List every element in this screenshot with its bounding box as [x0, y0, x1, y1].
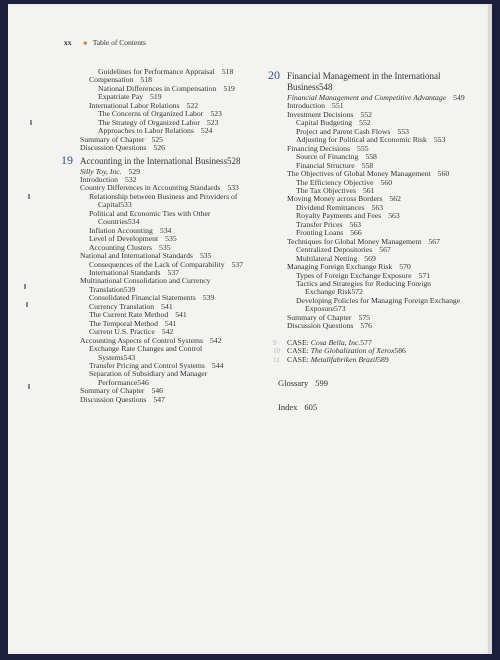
- entry-title: Level of Development: [89, 234, 159, 244]
- page-ref: 605: [304, 401, 318, 412]
- toc-right-column: [268, 68, 477, 412]
- entry-title: Political and Economic Ties with Other: [89, 208, 211, 218]
- page-ref: 525: [151, 134, 164, 144]
- entry-title: The Strategy of Organized Labor: [98, 117, 200, 127]
- page-ref: 571: [418, 270, 431, 280]
- entry-title: Discussion Questions: [80, 143, 147, 153]
- page-ref: 533: [227, 183, 239, 193]
- entry-title: National and International Standards: [80, 251, 193, 261]
- entry-title: Relationship between Business and Providers of: [89, 191, 238, 201]
- entry-title: Financial Structure: [296, 160, 355, 170]
- entry-title: Introduction: [287, 101, 326, 111]
- entry-title: Types of Foreign Exchange Exposure: [296, 270, 412, 280]
- page-ref: 566: [350, 228, 362, 238]
- edge-mark: [26, 302, 28, 307]
- page-ref: 539: [202, 293, 215, 303]
- page-ref: 589: [377, 354, 389, 364]
- entry-title: Current U.S. Practice: [89, 327, 155, 337]
- chapter-title-cont: Business: [287, 82, 320, 92]
- entry-title: Inflation Accounting: [89, 225, 153, 235]
- entry-title: International Labor Relations: [89, 100, 180, 110]
- entry-title: Investment Decisions: [287, 109, 354, 119]
- page-ref: 560: [380, 177, 393, 187]
- entry-title-cont: Exposure: [305, 304, 335, 314]
- page-ref: 553: [433, 135, 446, 145]
- page-ref: 541: [161, 301, 173, 311]
- entry-title: The Efficiency Objective: [296, 177, 374, 187]
- page-ref: 537: [167, 267, 180, 277]
- page-ref: 522: [186, 100, 199, 110]
- page-ref: 523: [206, 117, 219, 127]
- page-ref: 599: [315, 378, 328, 389]
- page-ref: 529: [128, 166, 141, 176]
- case-prefix: CASE:: [287, 354, 311, 364]
- edge-mark: [28, 384, 30, 389]
- entry-title-cont: Countries: [98, 217, 128, 227]
- chapter-title: Accounting in the International Business: [80, 155, 227, 166]
- edge-mark: [28, 194, 30, 199]
- case-prefix: CASE:: [287, 337, 311, 347]
- chapter-heading[interactable]: [268, 68, 477, 82]
- entry-title: Exchange Rate Changes and Control: [89, 344, 203, 354]
- entry-title: National Differences in Compensation: [98, 83, 217, 93]
- page-ref: 549: [453, 93, 465, 102]
- page-ref: 573: [334, 304, 346, 314]
- page-ref: 563: [388, 211, 400, 221]
- entry-title: Tactics and Strategies for Reducing Foreign: [296, 278, 432, 288]
- page-ref: 563: [371, 202, 384, 212]
- entry-title: Summary of Chapter: [80, 386, 145, 396]
- page-ref: 518: [140, 75, 152, 85]
- page-ref: 518: [221, 67, 234, 76]
- page-ref: 570: [399, 262, 411, 272]
- page-ref: 526: [153, 143, 165, 153]
- page-ref: 553: [397, 126, 409, 136]
- chapter-number: 19: [61, 152, 73, 167]
- entry-title: Multinational Consolidation and Currency: [80, 276, 211, 286]
- entry-title: Source of Financing: [296, 152, 359, 162]
- entry-title: Consolidated Financial Statements: [89, 293, 196, 303]
- entry-title: Financing Decisions: [287, 143, 350, 153]
- entry-title: Expatriate Pay: [98, 92, 144, 102]
- entry-title: Compensation: [89, 75, 134, 85]
- page-ref: 523: [210, 109, 222, 119]
- page-ref: 546: [137, 377, 149, 387]
- page-ref: 558: [365, 152, 377, 162]
- entry-title: Dividend Remittances: [296, 202, 365, 212]
- page-ref: 537: [231, 259, 244, 269]
- entry-title: The Objectives of Global Money Management: [287, 169, 431, 179]
- entry-title: Guidelines for Performance Appraisal: [98, 67, 215, 76]
- entry-title: Discussion Questions: [80, 394, 147, 404]
- chapter-heading[interactable]: [61, 152, 280, 167]
- page-ref: 535: [159, 242, 171, 252]
- entry-title: Royalty Payments and Fees: [296, 211, 382, 221]
- page-ref: 560: [437, 169, 450, 179]
- page-ref: 572: [351, 287, 363, 297]
- page-ref: 542: [161, 327, 174, 337]
- entry-title: Financial Management and Competitive Advantage: [287, 93, 447, 102]
- page-ref: 567: [428, 236, 440, 246]
- entry-title: Transfer Pricing and Control Systems: [89, 360, 205, 370]
- entry-title: The Temporal Method: [89, 318, 158, 328]
- entry-title: The Current Rate Method: [89, 310, 169, 320]
- page-ref: 541: [164, 318, 177, 328]
- edge-mark: [24, 284, 26, 289]
- entry-title: Techniques for Global Money Management: [287, 236, 422, 246]
- page-ref: 539: [123, 284, 136, 294]
- entry-title: Adjusting for Political and Economic Risk: [296, 135, 427, 145]
- back-matter-title: Index: [278, 401, 298, 412]
- page-ref: 558: [361, 160, 374, 170]
- page-ref: 552: [359, 118, 371, 128]
- toc-entry[interactable]: [80, 396, 280, 404]
- entry-title: Summary of Chapter: [287, 312, 352, 322]
- page-ref: 543: [123, 352, 136, 362]
- entry-title-cont: Capital: [98, 200, 121, 210]
- page-ref: 551: [332, 101, 344, 111]
- entry-title: Silly Toy, Inc.: [80, 166, 122, 176]
- entry-title: Centralized Depositories: [296, 245, 373, 255]
- page-ref: 563: [349, 219, 362, 229]
- toc-entry[interactable]: [287, 322, 477, 330]
- page-ref: 567: [379, 245, 391, 255]
- page-ref: 532: [125, 174, 137, 184]
- page-ref: 577: [360, 337, 372, 347]
- case-title: Cosa Bella, Inc.: [310, 337, 361, 347]
- case-entry[interactable]: [273, 354, 477, 364]
- entry-title: Developing Policies for Managing Foreign Exchange: [296, 295, 461, 305]
- spacer: [287, 388, 477, 403]
- page-ref: 555: [357, 143, 369, 153]
- page-header: [64, 38, 146, 47]
- chapter-title: Financial Management in the International: [287, 71, 441, 81]
- page-ref: 519: [150, 92, 162, 102]
- entry-title: Multilateral Netting: [296, 253, 358, 263]
- entry-title: The Concerns of Organized Labor: [98, 109, 204, 119]
- entry-title: Accounting Aspects of Control Systems: [80, 335, 203, 345]
- page-ref: 552: [360, 109, 372, 119]
- page-edge: [488, 4, 492, 654]
- toc-entry[interactable]: [80, 144, 280, 152]
- entry-title: Capital Budgeting: [296, 118, 353, 128]
- entry-title: Country Differences in Accounting Standards: [80, 183, 221, 193]
- entry-title: Fronting Loans: [296, 228, 344, 238]
- page-ref: 541: [175, 310, 187, 320]
- page-ref: 535: [165, 234, 177, 244]
- page-ref: 535: [199, 251, 212, 261]
- page-ref: 562: [389, 194, 401, 204]
- back-matter-entry[interactable]: [278, 403, 477, 411]
- entry-title-cont: Performance: [98, 377, 138, 387]
- page-number: xx: [64, 38, 72, 47]
- entry-title: Project and Parent Cash Flows: [296, 126, 391, 136]
- book-page: [8, 4, 492, 654]
- entry-title-cont: Translation: [89, 284, 124, 294]
- page-ref: 569: [364, 253, 376, 263]
- entry-title: Separation of Subsidiary and Manager: [89, 369, 208, 379]
- back-matter-entry[interactable]: [278, 379, 477, 387]
- case-number: 9: [273, 338, 277, 347]
- page-ref: 533: [120, 200, 132, 210]
- case-prefix: CASE:: [287, 346, 311, 356]
- edge-mark: [30, 120, 32, 125]
- entry-title: The Tax Objectives: [296, 185, 356, 195]
- page-ref: 547: [153, 394, 165, 404]
- back-matter-title: Glossary: [278, 378, 309, 389]
- entry-title: Approaches to Labor Relations: [98, 126, 194, 136]
- page-ref: 542: [210, 335, 222, 345]
- entry-title-cont: Systems: [98, 352, 124, 362]
- page-ref: 561: [362, 185, 375, 195]
- entry-title: Discussion Questions: [287, 321, 354, 331]
- page-ref: 534: [127, 217, 140, 227]
- page-ref: 528: [226, 155, 241, 166]
- case-title: Metallfabriken Brazil: [310, 354, 378, 364]
- page-ref: 576: [360, 321, 372, 331]
- entry-title: Summary of Chapter: [80, 134, 145, 144]
- page-ref: 546: [151, 386, 164, 396]
- page-ref: 575: [358, 312, 371, 322]
- page-ref: 586: [394, 346, 406, 356]
- case-number: 11: [273, 355, 280, 364]
- case-number: 10: [273, 347, 280, 356]
- toc-left-column: [61, 67, 280, 404]
- entry-title: Transfer Prices: [296, 219, 343, 229]
- page-ref: 544: [211, 360, 224, 370]
- entry-title: Introduction: [80, 174, 119, 184]
- chapter-heading-continued: [287, 82, 477, 92]
- running-title: Table of Contents: [92, 38, 146, 47]
- page-ref: 524: [200, 126, 213, 136]
- bullet-icon: ■: [83, 41, 87, 47]
- chapter-number: 20: [268, 68, 280, 82]
- entry-title: Currency Translation: [89, 301, 155, 311]
- entry-title: Accounting Clusters: [89, 242, 152, 252]
- page-ref: 548: [319, 82, 333, 92]
- entry-title-cont: Exchange Risk: [305, 287, 352, 297]
- page-ref: 534: [159, 225, 172, 235]
- case-title: The Globalization of Xerox: [310, 346, 395, 356]
- page-ref: 519: [223, 83, 235, 93]
- entry-title: Moving Money across Borders: [287, 194, 383, 204]
- spacer: [287, 364, 477, 379]
- entry-title: Consequences of the Lack of Comparability: [89, 259, 225, 269]
- entry-title: Managing Foreign Exchange Risk: [287, 262, 393, 272]
- entry-title: International Standards: [89, 267, 161, 277]
